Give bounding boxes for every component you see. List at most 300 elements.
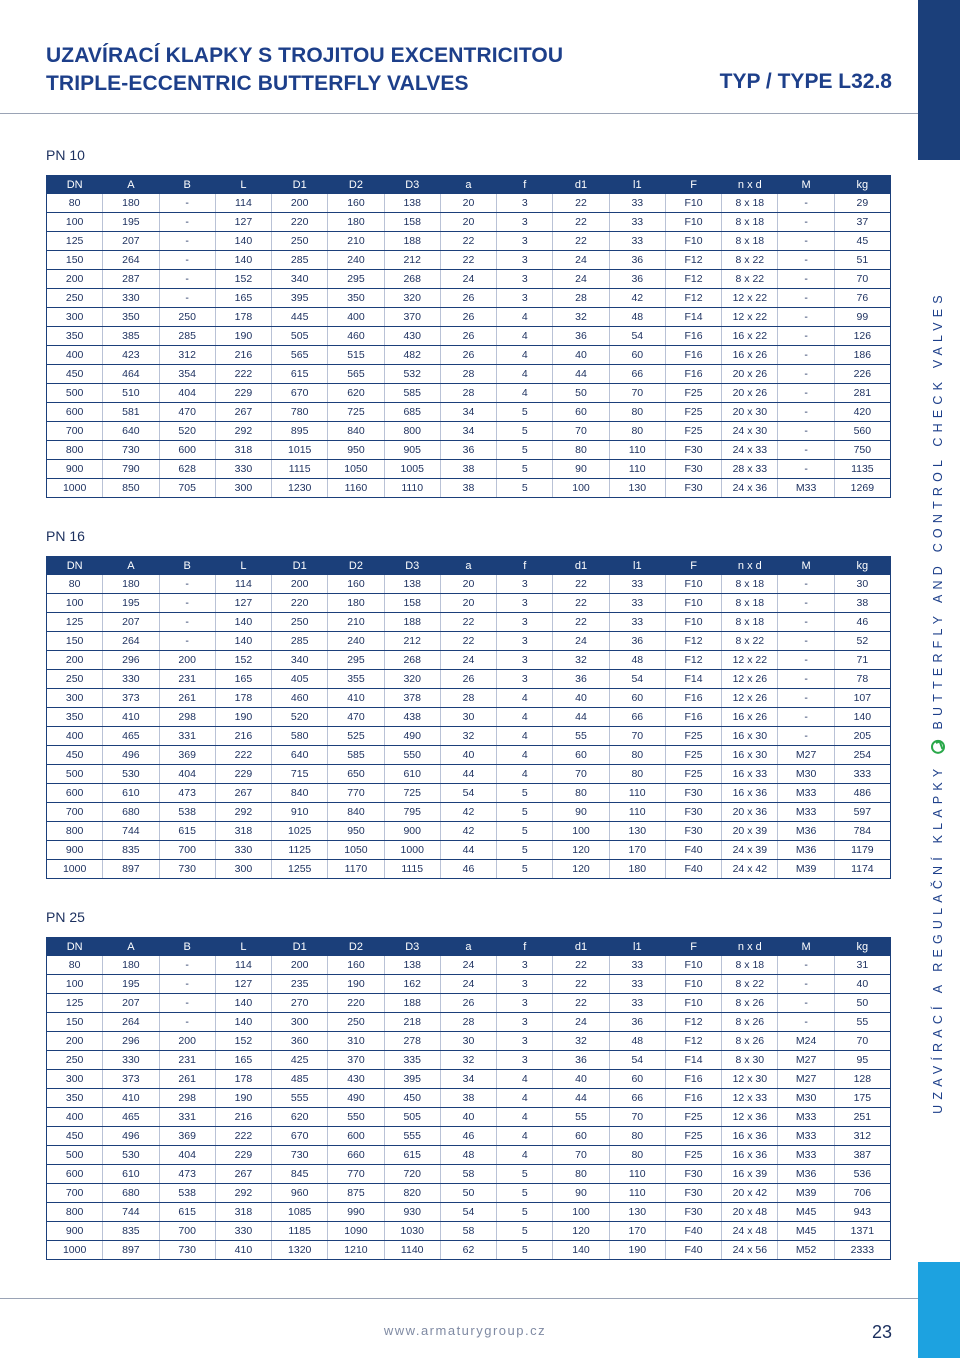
table-cell: 54: [609, 1051, 665, 1070]
table-cell: 615: [384, 1146, 440, 1165]
table-cell: 730: [159, 860, 215, 879]
table-cell: 130: [609, 1203, 665, 1222]
table-cell: 29: [834, 194, 890, 213]
table-cell: 80: [609, 1146, 665, 1165]
table-cell: 42: [440, 803, 496, 822]
table-cell: 895: [272, 422, 328, 441]
table-cell: 1015: [272, 441, 328, 460]
table-cell: 445: [272, 308, 328, 327]
table-cell: 370: [384, 308, 440, 327]
footer-divider: [0, 1298, 918, 1299]
table-cell: 20 x 39: [722, 822, 778, 841]
table-cell: 24 x 48: [722, 1222, 778, 1241]
table-cell: 4: [497, 689, 553, 708]
table-cell: 318: [215, 441, 271, 460]
table-cell: 200: [272, 194, 328, 213]
table-row: [47, 270, 891, 289]
column-header: d1: [553, 556, 609, 575]
table-cell: 48: [609, 651, 665, 670]
table-row: [47, 289, 891, 308]
table-cell: F10: [665, 994, 721, 1013]
table-cell: 28: [440, 1013, 496, 1032]
table-cell: 20: [440, 213, 496, 232]
table-cell: 250: [272, 232, 328, 251]
table-cell: 24: [553, 632, 609, 651]
table-cell: 395: [384, 1070, 440, 1089]
table-cell: 538: [159, 803, 215, 822]
table-cell: 42: [440, 822, 496, 841]
table-cell: 90: [553, 460, 609, 479]
table-cell: 48: [440, 1146, 496, 1165]
table-cell: 24 x 33: [722, 441, 778, 460]
table-cell: 12 x 22: [722, 289, 778, 308]
table-cell: 370: [328, 1051, 384, 1070]
table-cell: 350: [103, 308, 159, 327]
table-cell: 46: [440, 1127, 496, 1146]
table-cell: 90: [553, 1184, 609, 1203]
table-cell: 44: [553, 365, 609, 384]
table-cell: 268: [384, 270, 440, 289]
table-row: [47, 651, 891, 670]
table-cell: 24 x 42: [722, 860, 778, 879]
table-cell: 138: [384, 194, 440, 213]
table-cell: 3: [497, 613, 553, 632]
table-cell: 40: [553, 346, 609, 365]
table-cell: 128: [834, 1070, 890, 1089]
table-cell: 216: [215, 727, 271, 746]
table-cell: M33: [778, 803, 834, 822]
table-cell: 285: [272, 251, 328, 270]
table-cell: 220: [272, 213, 328, 232]
column-header: D2: [328, 937, 384, 956]
side-accent-bottom: [918, 1262, 960, 1358]
table-cell: 160: [328, 194, 384, 213]
table-cell: 190: [215, 1089, 271, 1108]
column-header: d1: [553, 175, 609, 194]
table-cell: F14: [665, 670, 721, 689]
table-cell: 1320: [272, 1241, 328, 1260]
table-cell: -: [778, 232, 834, 251]
table-cell: 16 x 30: [722, 746, 778, 765]
table-cell: 581: [103, 403, 159, 422]
table-cell: 58: [440, 1165, 496, 1184]
column-header: a: [440, 556, 496, 575]
table-cell: 8 x 18: [722, 232, 778, 251]
table-cell: 250: [272, 613, 328, 632]
table-cell: 22: [553, 213, 609, 232]
table-cell: 24: [440, 975, 496, 994]
table-cell: 70: [609, 1108, 665, 1127]
table-cell: 597: [834, 803, 890, 822]
table-cell: 610: [384, 765, 440, 784]
table-cell: 628: [159, 460, 215, 479]
table-cell: 138: [384, 575, 440, 594]
type-label: TYP / TYPE L32.8: [719, 70, 892, 93]
table-cell: 180: [609, 860, 665, 879]
column-header: D2: [328, 556, 384, 575]
table-cell: -: [159, 194, 215, 213]
column-header: F: [665, 937, 721, 956]
table-cell: 800: [47, 441, 103, 460]
table-cell: 48: [609, 308, 665, 327]
column-header: DN: [47, 175, 103, 194]
table-cell: 50: [553, 384, 609, 403]
table-cell: 369: [159, 1127, 215, 1146]
table-cell: 26: [440, 327, 496, 346]
table-cell: 333: [834, 765, 890, 784]
table-row: [47, 422, 891, 441]
table-cell: 565: [272, 346, 328, 365]
table-row: [47, 670, 891, 689]
table-cell: 44: [440, 841, 496, 860]
table-cell: -: [778, 975, 834, 994]
table-cell: 310: [328, 1032, 384, 1051]
table-row: [47, 803, 891, 822]
table-cell: 330: [215, 1222, 271, 1241]
table-cell: 36: [440, 441, 496, 460]
table-cell: 22: [553, 232, 609, 251]
table-cell: 33: [609, 575, 665, 594]
table-cell: 130: [609, 479, 665, 498]
table-cell: F30: [665, 1203, 721, 1222]
table-cell: 5: [497, 1222, 553, 1241]
table-cell: 1125: [272, 841, 328, 860]
table-cell: 295: [328, 651, 384, 670]
table-cell: 585: [328, 746, 384, 765]
table-cell: 585: [384, 384, 440, 403]
table-cell: 840: [272, 784, 328, 803]
table-cell: 360: [272, 1032, 328, 1051]
table-cell: 80: [609, 403, 665, 422]
column-header: L: [215, 175, 271, 194]
table-cell: 20: [440, 194, 496, 213]
table-cell: 350: [328, 289, 384, 308]
table-cell: 195: [103, 594, 159, 613]
table-cell: 400: [328, 308, 384, 327]
table-cell: 1255: [272, 860, 328, 879]
table-cell: 70: [553, 765, 609, 784]
table-cell: 20 x 30: [722, 403, 778, 422]
table-cell: 20 x 26: [722, 365, 778, 384]
table-cell: 8 x 26: [722, 1013, 778, 1032]
table-cell: 8 x 18: [722, 575, 778, 594]
table-cell: 373: [103, 1070, 159, 1089]
table-cell: 114: [215, 194, 271, 213]
table-cell: 138: [384, 956, 440, 975]
table-cell: 660: [328, 1146, 384, 1165]
table-cell: 24: [440, 270, 496, 289]
table-cell: 350: [47, 708, 103, 727]
table-cell: 125: [47, 232, 103, 251]
table-cell: 36: [609, 270, 665, 289]
table-cell: 16 x 22: [722, 327, 778, 346]
table-row: [47, 1184, 891, 1203]
table-cell: 850: [103, 479, 159, 498]
table-cell: 410: [103, 708, 159, 727]
table-cell: 70: [609, 384, 665, 403]
table-cell: 180: [328, 213, 384, 232]
table-cell: -: [778, 632, 834, 651]
table-cell: 464: [103, 365, 159, 384]
table-cell: 4: [497, 746, 553, 765]
table-cell: 140: [215, 613, 271, 632]
table-cell: 261: [159, 689, 215, 708]
table-cell: F16: [665, 689, 721, 708]
table-cell: 900: [47, 460, 103, 479]
table-cell: 26: [440, 994, 496, 1013]
table-cell: 42: [609, 289, 665, 308]
table-row: [47, 727, 891, 746]
table-cell: 8 x 26: [722, 994, 778, 1013]
page-number: 23: [872, 1322, 893, 1342]
table-cell: 110: [609, 1165, 665, 1184]
table-cell: 37: [834, 213, 890, 232]
table-cell: 3: [497, 289, 553, 308]
table-cell: 150: [47, 1013, 103, 1032]
table-cell: 1050: [328, 460, 384, 479]
table-cell: 700: [47, 422, 103, 441]
table-cell: 943: [834, 1203, 890, 1222]
table-cell: 296: [103, 1032, 159, 1051]
table-row: [47, 994, 891, 1013]
table-cell: 405: [272, 670, 328, 689]
table-cell: -: [778, 613, 834, 632]
table-cell: 16 x 33: [722, 765, 778, 784]
table-cell: 80: [609, 765, 665, 784]
table-cell: 226: [834, 365, 890, 384]
table-cell: 795: [384, 803, 440, 822]
table-cell: 496: [103, 1127, 159, 1146]
table-row: [47, 1051, 891, 1070]
table-cell: 538: [159, 1184, 215, 1203]
table-cell: F14: [665, 308, 721, 327]
table-cell: 200: [47, 270, 103, 289]
table-cell: 60: [553, 746, 609, 765]
table-cell: 150: [47, 251, 103, 270]
table-cell: F12: [665, 632, 721, 651]
table-cell: 80: [553, 784, 609, 803]
table-cell: 5: [497, 803, 553, 822]
table-row: [47, 1089, 891, 1108]
table-header-row: [47, 175, 891, 194]
table-cell: 485: [272, 1070, 328, 1089]
table-cell: 900: [384, 822, 440, 841]
table-cell: 80: [609, 1127, 665, 1146]
table-cell: 16 x 26: [722, 708, 778, 727]
table-cell: F10: [665, 213, 721, 232]
table-cell: F25: [665, 1127, 721, 1146]
table-cell: 715: [272, 765, 328, 784]
table-cell: -: [159, 613, 215, 632]
table-cell: 22: [553, 594, 609, 613]
table-cell: 140: [215, 232, 271, 251]
table-cell: 725: [384, 784, 440, 803]
table-cell: 222: [215, 365, 271, 384]
table-cell: 400: [47, 727, 103, 746]
table-cell: 840: [328, 422, 384, 441]
table-cell: 482: [384, 346, 440, 365]
table-cell: F25: [665, 384, 721, 403]
table-cell: 4: [497, 1146, 553, 1165]
table-cell: 1115: [384, 860, 440, 879]
table-cell: 32: [553, 1032, 609, 1051]
table-cell: 1179: [834, 841, 890, 860]
table-cell: 4: [497, 727, 553, 746]
column-header: l1: [609, 556, 665, 575]
table-cell: 354: [159, 365, 215, 384]
table-cell: 140: [215, 632, 271, 651]
table-cell: 3: [497, 194, 553, 213]
table-cell: 320: [384, 670, 440, 689]
table-row: [47, 1146, 891, 1165]
table-cell: M39: [778, 860, 834, 879]
table-cell: 160: [328, 575, 384, 594]
table-cell: 210: [328, 613, 384, 632]
table-cell: 450: [47, 1127, 103, 1146]
table-cell: 16 x 36: [722, 1127, 778, 1146]
table-cell: 216: [215, 1108, 271, 1127]
table-cell: F25: [665, 746, 721, 765]
table-cell: 1000: [47, 860, 103, 879]
table-cell: 32: [440, 727, 496, 746]
table-cell: 784: [834, 822, 890, 841]
table-cell: 33: [609, 956, 665, 975]
table-cell: 180: [103, 575, 159, 594]
table-cell: M30: [778, 1089, 834, 1108]
table-row: [47, 1108, 891, 1127]
table-cell: 298: [159, 1089, 215, 1108]
table-cell: 26: [440, 670, 496, 689]
table-cell: 423: [103, 346, 159, 365]
table-cell: 36: [553, 1051, 609, 1070]
table-cell: 231: [159, 1051, 215, 1070]
table-cell: 5: [497, 841, 553, 860]
table-cell: 700: [47, 1184, 103, 1203]
table-cell: 950: [328, 441, 384, 460]
table-cell: 725: [328, 403, 384, 422]
table-cell: 1005: [384, 460, 440, 479]
table-cell: -: [778, 670, 834, 689]
table-cell: 555: [272, 1089, 328, 1108]
table-cell: 60: [609, 346, 665, 365]
table-cell: F25: [665, 422, 721, 441]
table-cell: F40: [665, 860, 721, 879]
table-cell: 496: [103, 746, 159, 765]
table-cell: 140: [215, 251, 271, 270]
table-cell: 335: [384, 1051, 440, 1070]
table-cell: -: [159, 632, 215, 651]
table-cell: -: [159, 975, 215, 994]
table-cell: 281: [834, 384, 890, 403]
table-cell: 80: [47, 194, 103, 213]
table-cell: 520: [159, 422, 215, 441]
table-cell: 905: [384, 441, 440, 460]
pn10-table: [46, 175, 891, 498]
table-cell: 28: [440, 384, 496, 403]
table-cell: 300: [215, 479, 271, 498]
table-cell: 840: [328, 803, 384, 822]
table-cell: 120: [553, 841, 609, 860]
table-cell: F30: [665, 822, 721, 841]
table-cell: 505: [384, 1108, 440, 1127]
table-cell: 188: [384, 613, 440, 632]
table-cell: 410: [215, 1241, 271, 1260]
table-row: [47, 746, 891, 765]
table-cell: 220: [272, 594, 328, 613]
table-cell: F12: [665, 270, 721, 289]
table-cell: 200: [47, 1032, 103, 1051]
table-cell: F12: [665, 1032, 721, 1051]
table-cell: 1110: [384, 479, 440, 498]
table-cell: 800: [384, 422, 440, 441]
table-cell: -: [159, 289, 215, 308]
table-cell: 4: [497, 1108, 553, 1127]
table-row: [47, 403, 891, 422]
table-cell: 114: [215, 575, 271, 594]
table-row: [47, 1241, 891, 1260]
column-header: D2: [328, 175, 384, 194]
table-cell: 16 x 36: [722, 784, 778, 803]
table-cell: 220: [328, 994, 384, 1013]
table-cell: 3: [497, 1013, 553, 1032]
table-cell: 565: [328, 365, 384, 384]
table-cell: 1000: [47, 1241, 103, 1260]
table-cell: 615: [159, 1203, 215, 1222]
table-cell: M33: [778, 784, 834, 803]
table-cell: 40: [440, 1108, 496, 1127]
table-cell: 26: [440, 289, 496, 308]
table-cell: 910: [272, 803, 328, 822]
table-cell: 24: [440, 956, 496, 975]
table-cell: M36: [778, 822, 834, 841]
table-cell: 16 x 30: [722, 727, 778, 746]
table-cell: 930: [384, 1203, 440, 1222]
table-cell: 706: [834, 1184, 890, 1203]
table-row: [47, 822, 891, 841]
table-row: [47, 460, 891, 479]
table-cell: 600: [159, 441, 215, 460]
table-cell: 1085: [272, 1203, 328, 1222]
table-cell: 22: [553, 956, 609, 975]
table-cell: 40: [440, 746, 496, 765]
table-cell: 32: [553, 651, 609, 670]
table-cell: 33: [609, 594, 665, 613]
table-cell: 229: [215, 384, 271, 403]
table-cell: 490: [384, 727, 440, 746]
table-cell: 240: [328, 632, 384, 651]
table-cell: 3: [497, 670, 553, 689]
table-cell: 60: [553, 403, 609, 422]
table-cell: F16: [665, 327, 721, 346]
table-cell: 340: [272, 270, 328, 289]
table-cell: F14: [665, 1051, 721, 1070]
table-cell: 680: [103, 1184, 159, 1203]
table-cell: 22: [440, 632, 496, 651]
table-cell: 820: [384, 1184, 440, 1203]
table-cell: 350: [47, 1089, 103, 1108]
title-line-english: TRIPLE-ECCENTRIC BUTTERFLY VALVES: [46, 72, 469, 95]
table-cell: 270: [272, 994, 328, 1013]
table-cell: 8 x 30: [722, 1051, 778, 1070]
table-cell: F30: [665, 784, 721, 803]
table-cell: 465: [103, 727, 159, 746]
table-cell: 990: [328, 1203, 384, 1222]
table-cell: 80: [609, 746, 665, 765]
table-cell: 70: [553, 1146, 609, 1165]
table-cell: 36: [609, 1013, 665, 1032]
table-cell: 114: [215, 956, 271, 975]
table-cell: 320: [384, 289, 440, 308]
